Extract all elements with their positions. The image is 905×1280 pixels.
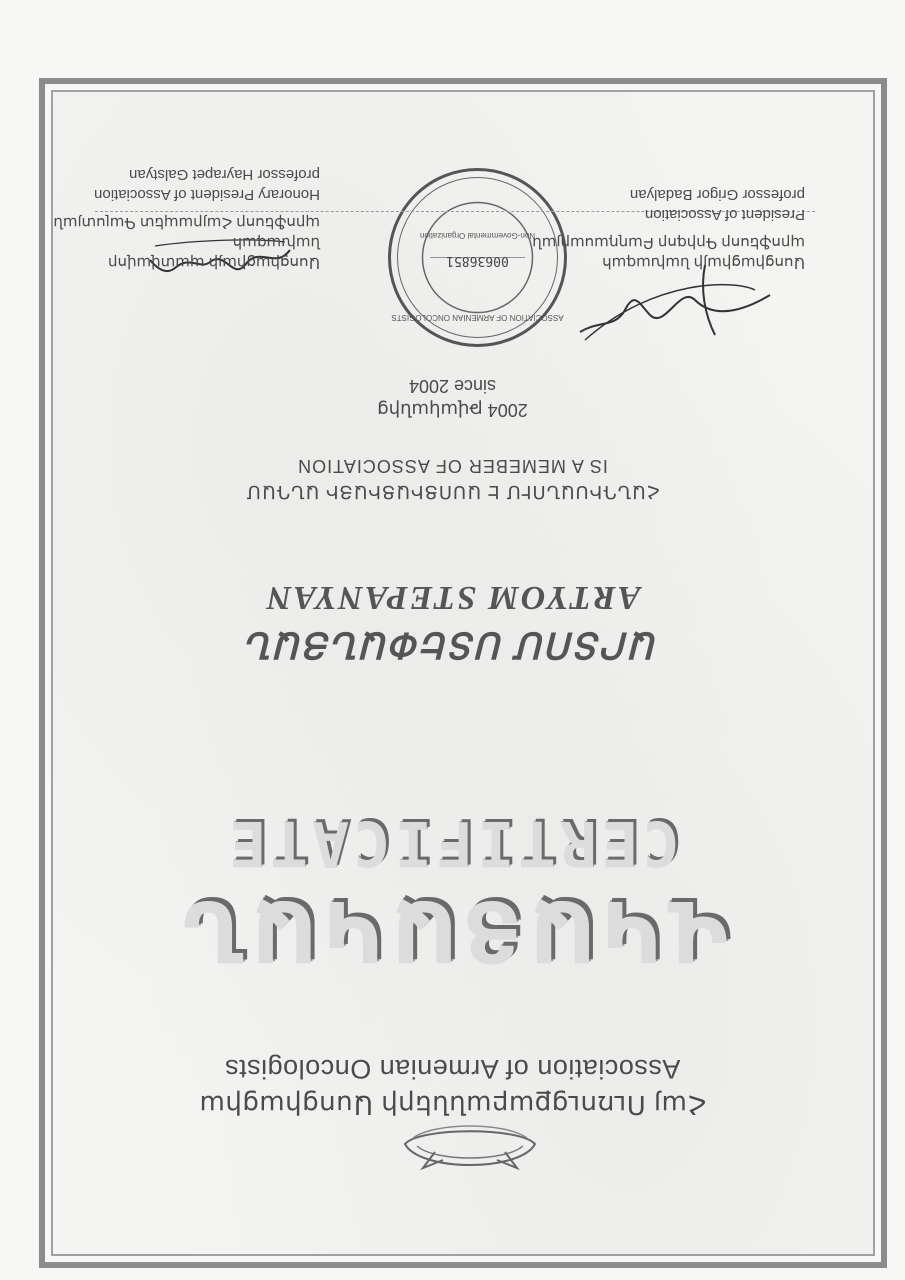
certificate-title-armenian: ՎԿԱՅԱԿԱՆ xyxy=(177,882,728,980)
association-name-english: Association of Armenian Oncologists xyxy=(224,1054,681,1084)
president-role-armenian: Ասոցիացիայի նախագահ xyxy=(602,254,805,271)
seal-number: 00636851 xyxy=(446,253,509,268)
association-logo-icon xyxy=(395,1112,545,1182)
membership-statement-armenian: ՀԱՆԴԻՍԱՆՈՒՄ Է ԱՍՈՑԻԱՑԻԱՅԻ ԱՆԴԱՄ xyxy=(245,482,660,502)
association-name-armenian: Հայ Ուռուցքաբանների Ասոցիացիա xyxy=(199,1090,706,1120)
membership-statement-english: IS A MEMEBER OF ASSOCIATION xyxy=(297,456,608,476)
president-signature xyxy=(575,260,775,350)
seal-inner-text: Non-Governmental Organization xyxy=(419,231,536,240)
honorary-president-role-armenian: Ասոցիացիայի պատվավոր նախագահ xyxy=(108,234,320,271)
honorary-president-signatory-block xyxy=(20,164,320,272)
recipient-name-english: ARTYOM STEPANYAN xyxy=(264,579,641,616)
president-role-english: President of Association xyxy=(644,206,805,223)
seal-outer-text: ASSOCIATION OF ARMENIAN ONCOLOGISTS xyxy=(391,313,564,322)
since-date-english: since 2004 xyxy=(408,376,497,396)
president-name-armenian: պրոֆեսոր Գրիգոր Բաղդասարյան xyxy=(532,234,805,251)
since-date-armenian: 2004 թվականից xyxy=(377,400,528,420)
president-name-english: professor Grigor Badalyan xyxy=(629,186,805,203)
certificate-title-english: CERTIFICATE xyxy=(225,807,680,880)
honorary-president-name-armenian: պրոֆեսոր Հայրապետ Գալստյան xyxy=(53,214,320,231)
honorary-president-name-english: professor Hayrapet Galstyan xyxy=(129,166,320,183)
honorary-president-role-english: Honorary President of Association xyxy=(94,186,320,203)
recipient-name-armenian: ԱՐՏՈՄ ՍՏԵՓԱՆՅԱՆ xyxy=(246,625,659,665)
president-signatory-block xyxy=(505,184,805,272)
